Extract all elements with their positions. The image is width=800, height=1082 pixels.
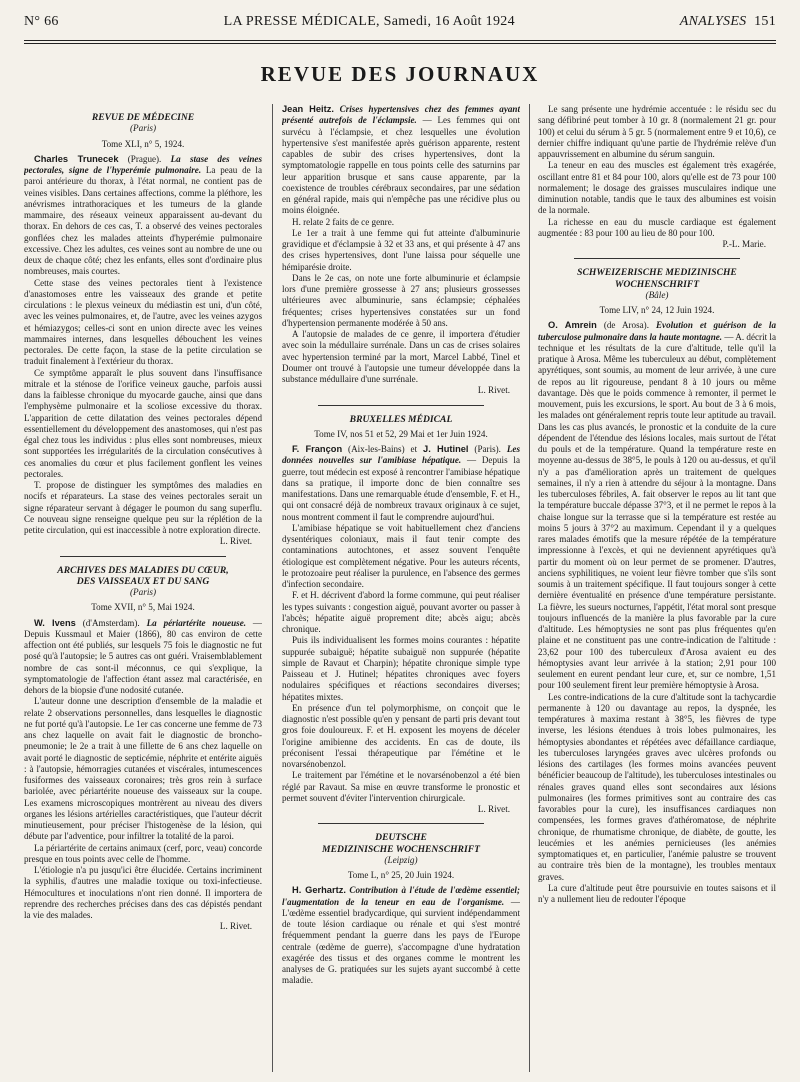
- journal-heading: DEUTSCHE: [375, 832, 427, 844]
- journal-city: (Paris): [129, 123, 157, 134]
- article-text: — Depuis Kussmaul et Maier (1866), 80 cas environ de cette affection ont été publiés, sur lesquels 75 fois le diagnostic ne fut posé qu'à l'autopsie; le 5 autres cas ont guéri. Vraisemblablement nombre de cas sont-il méconnus, ce qui s'explique, la symptomatologie de l'affection étant assez mal caractérisée, en dehors de la biopsie d'une nodosité cutanée.: [24, 617, 262, 695]
- journal-heading: DES VAISSEAUX ET DU SANG: [76, 575, 210, 587]
- article-paragraph: F. et H. décrivent d'abord la forme commune, qui peut réaliser les types suivants : congestion aiguë, pouvant avorter ou passer à l'abcès; hépatite aiguë proprement dite; abcès aigu; abcès chronique.: [282, 590, 520, 634]
- article-paragraph: H. relate 2 faits de ce genre.: [292, 216, 394, 227]
- journal-heading: BRUXELLES MÉDICAL: [349, 413, 453, 425]
- article-body: [282, 444, 520, 523]
- article-text: La peau de la paroi antérieure du thorax, à l'état normal, ne contient pas de veines visibles. Dans certaines affections, comme la pléthore, les anévrismes intrathoraciques et les tumeurs de la glande mammaire, des réseaux veineux apparaissent au-devant du thorax. En dehors de ces cas, T. a observé des veines pectorales gonflées chez les malades atteints d'hyperémie pulmonaire excessive. Chez les adultes, ces veines sont au nombre de une ou deux de chaque côté; chez les enfants, elles sont d'ordinaire plus nombreuses, mais courtes.: [24, 165, 262, 277]
- article-text: — Les femmes qui ont survécu à l'éclampsie, et chez lesquelles une évolution hypertensive s'est manifestée après guérison apparente, restent capables de subir des crises hypertensives, dont la symptomatologie rappelle en tous points celle des saturnins par leur apparition brusque et sans cause apparente, par la coexistence de troubles cérébraux secondaires, par une sédation en général rapide, mais qui n'empêche pas une récidive plus ou moins éloignée.: [282, 115, 520, 216]
- article-body: [282, 885, 520, 986]
- article-paragraph: A l'autopsie de malades de ce genre, il importera d'étudier avec soin la médullaire surrénale. Dans un cas de crises solaires avec hypertension terminé par la mort, Marcel Labbé, Tinel et Doumer ont trouvé à l'autopsie une tumeur développée dans la substance médullaire d'une surrénale.: [282, 329, 520, 384]
- journal-heading: SCHWEIZERISCHE MEDIZINISCHE: [577, 267, 737, 279]
- section-separator: [318, 405, 485, 406]
- article-author: W. Ivens: [34, 617, 76, 628]
- article-paragraph: Le 1er a trait à une femme qui fut atteinte d'albuminurie gravidique et d'éclampsie à 32 et 33 ans, et qui présente à 47 ans des crises hypertensives, dont l'une laissa pour séquelle une hémiparésie droite.: [282, 227, 520, 272]
- journal-heading: WOCHENSCHRIFT: [614, 278, 700, 290]
- article-paragraph: Cette stase des veines pectorales tient à l'existence d'anastomoses entre les vaisseaux des grande et petite circulations : le plexus veineux du médiastin est uni, d'un côté, avec les veines pulmonaires, et, de l'autre, avec les veines azygos et hémiazygos; celles-ci sont en union directe avec les veines mammaires internes, dans lesquelles débouchent les veines pectorales. De cette façon, la stase de la petite circulation se traduit finalement à l'extérieur du thorax.: [24, 277, 262, 367]
- author-place: (Paris).: [468, 444, 501, 454]
- column-1: [24, 104, 262, 1074]
- journal-heading: MEDIZINISCHE WOCHENSCHRIFT: [322, 843, 480, 855]
- issue-number: N° 66: [24, 14, 59, 29]
- section-separator: [60, 556, 227, 557]
- article-paragraph: La cure d'altitude peut être poursuivie en toutes saisons et il n'y a nullement lieu de redouter l'époque: [538, 882, 776, 904]
- column-divider: [272, 104, 273, 1072]
- article-body: [24, 154, 262, 278]
- section-and-page: [680, 14, 776, 30]
- article-signature: L. Rivet.: [219, 921, 252, 932]
- header-rule-thin: [24, 43, 776, 44]
- journal-issue: Tome L, n° 25, 20 Juin 1924.: [347, 870, 455, 880]
- author-place: (de Arosa).: [596, 320, 649, 331]
- header-rule: [24, 40, 776, 41]
- journal-issue: Tome IV, nos 51 et 52, 29 Mai et 1er Juin 1924.: [314, 428, 488, 439]
- article-body: [282, 104, 520, 217]
- article-signature: P.-L. Marie.: [722, 239, 766, 249]
- page-number: 151: [754, 14, 776, 29]
- article-title: Les données nouvelles sur l'amibiase hépatique.: [282, 444, 520, 466]
- article-paragraph: Les contre-indications de la cure d'altitude sont la tachycardie permanente à 120 ou davantage au repos, la dyspnée, les températures à maxima restant à 38°5, les fièvres de type inverse, les lésions étendues à trois lobes pulmonaires, les hémoptysies abondantes et répétées avec défaillance cardiaque, les tuberculoses laryngées graves avec ulcères profonds ou lésions des cartilages (les formes moins avancées peuvent bénéficier beaucoup de l'altitude), les tuberculoses intestinales ou rénales graves quand elles sont secondaires aux lésions pulmonaires (les formes primitives sont au contraire des cas favorables pour la cure), les insuffisances cardiaques non compensées, les formes graves d'athéromatose, de néphrite chronique, de rhumatisme chronique, de diabète, de goutte, les leucémies et les anémies pernicieuses (les anémies symptomatiques et, en particulier, l'anémie palustre se trouvent au contraire très bien de la montagne), les troubles mentaux graves.: [538, 691, 776, 882]
- article-body: [24, 618, 262, 697]
- article-author: J. Hutinel: [423, 444, 469, 454]
- article-paragraph: L'auteur donne une description d'ensemble de la maladie et relate 2 observations personnelles, dans lesquelles le diagnostic ne fut porté qu'à l'autopsie. Le 1er cas concerne une femme de 73 ans chez laquelle on avait fait le diagnostic de broncho-pneumonie; le 2e a trait à une fillette de 6 ans chez laquelle on avait porté le diagnostic de septicémie, néphrite et entérite aiguës : à l'autopsie, hémorragies cutanées et viscérales, intumescences fusiformes des vaisseaux coronaires; très gros rein à surface bariolée, avec périartérite noueuse des vaisseaux sur la coupe. Les examens microscopiques montrèrent au niveau des divers organes les lésions artérielles caractéristiques, que l'auteur décrit minutieusement, pour préciser l'histogenèse de la lésion, qui débute par l'adventice, pour infiltrer la totalité de la paroi.: [24, 696, 262, 842]
- article-paragraph: Le sang présente une hydrémie accentuée : le résidu sec du sang défibriné peut tomber à 10 gr. 8 (normalement 21 gr. pour 100) et celui du sérum à 5 gr. 5 (normalement entre 9 et 10,6), ce dernier chiffre indiquant qu'une partie de l'hydrémie relève d'un appauvrissement en albumine du sérum sanguin.: [538, 104, 776, 159]
- article-title: Crises hypertensives chez des femmes ayant présenté autrefois de l'éclampsie.: [282, 104, 520, 126]
- article-body: [538, 320, 776, 691]
- journal-heading: ARCHIVES DES MALADIES DU CŒUR,: [57, 564, 229, 576]
- article-author: F. Françon: [292, 444, 343, 454]
- article-paragraph: Le traitement par l'émétine et le novarsénobenzol a été bien réglé par Ravaut. Sa mise en œuvre transforme le pronostic et permet souvent d'éviter l'intervention chirurgicale.: [282, 770, 520, 803]
- article-title: Contribution à l'étude de l'œdème essentiel; l'augmentation de la teneur en eau de l'organisme.: [282, 885, 520, 907]
- column-divider: [529, 104, 530, 1072]
- article-paragraph: L'amibiase hépatique se voit habituellement chez d'anciens dysentériques coloniaux, mais il faut tenir compte des contaminations autochtones, et assez souvent l'enquête étiologique est complètement négative. Pour les auteurs récents, le protozoaire peut réaliser la purulence, en l'absence des germes d'infection secondaire.: [282, 522, 520, 589]
- author-place: (Prague).: [118, 153, 162, 164]
- article-title: Evolution et guérison de la tuberculose pulmonaire dans la haute montagne.: [538, 320, 776, 342]
- journal-issue: Tome XVII, n° 5, Mai 1924.: [91, 602, 195, 613]
- article-signature: L. Rivet.: [219, 536, 252, 547]
- article-signature: L. Rivet.: [477, 385, 510, 396]
- journal-title: LA PRESSE MÉDICALE, Samedi, 16 Août 1924: [223, 14, 515, 29]
- section-name: ANALYSES: [679, 14, 747, 29]
- article-paragraph: La teneur en eau des muscles est également très exagérée, oscillant entre 81 et 84 pour 100, alors qu'elle est de 73 pour 100 normalement; le dosage des graisses musculaires indique une diminution notable, tandis que le taux des albumines est voisin de la normale.: [538, 160, 776, 216]
- article-author: O. Amrein: [548, 320, 597, 331]
- journal-issue: Tome LIV, n° 24, 12 Juin 1924.: [599, 305, 715, 315]
- author-place: (d'Amsterdam).: [75, 617, 140, 628]
- article-text: — A. décrit la technique et les résultats de la cure d'altitude, telle qu'il la pratique à Arosa. Même les tuberculeux au début, complètement apyrétiques, sont soumis, au moment de leur arrivée, à une cure de repos au lit rigoureuse, pendant 8 à 10 jours ou même davantage. Dès que le poids commence à remonter, il permet le mouvement, puis les excursions, le sport. Au bout de 3 à 6 mois, les malades ont généralement repris toute leur aptitude au travail. Dans les cas plus avancés, le pronostic et la conduite de la cure dépendent de l'étendue des lésions locales, mais surtout de l'état du pouls et de la température. Quand la température reste en moyenne au-dessus de 38°5, le pouls à 120 ou au-dessus, et qu'il n'y a pas d'amélioration après un traitement de quelques semaines, il n'y a rien à attendre du séjour à la montagne. Dans les tuberculoses fébriles, A. fait observer le repos au lit tant que la température buccale dépasse 37°3, et il ne permet le repos à la chaise longue sur la terrasse que si la température est restée au moins 5 jours à 37°2 au maximum. Cependant il y a quelques rares malades émotifs que la mesure répétée de la température impressionne à l'excès, et qui ne deviennent apyrétiques qu'à partir du moment où on leur permet de se promener. D'autres, anciens syphilitiques, ne voient leur fièvre tomber que s'ils sont soumis à un traitement spécifique. Il faut toujours songer à cette dernière éventualité en présence d'une température persistante. La fièvre, les sueurs nocturnes, l'appétit, l'état moral sont presque toujours influencés de la manière la plus favorable par la cure d'altitude. Les hémoptysies ne sont pas plus fréquentes qu'en plaine et ne constituent pas une contre-indication de l'altitude : 23,62 pour 100 des tuberculeux d'Arosa avaient eu des hémoptysies avant leur arrivée à la station; 2,91 pour 100 seulement en eurent pendant leur cure, et, sur ce nombre, 1,51 pour 100 seulement firent leur première hémoptysie à Arosa.: [538, 331, 776, 691]
- section-separator: [318, 823, 485, 824]
- journal-heading: REVUE DE MÉDECINE: [91, 112, 195, 123]
- article-paragraph: T. propose de distinguer les symptômes des maladies en nocifs et réparateurs. La stase des veines pectorales serait un signe réparateur servant à dégager le poumon du sang superflu. Ce nouveau signe renseigne quelque peu sur la réplétion de la petite circulation, qui est inaccessible à notre exploration directe.: [24, 480, 262, 535]
- journal-issue: Tome XLI, n° 5, 1924.: [101, 138, 185, 149]
- article-paragraph: La périartérite de certains animaux (cerf, porc, veau) concorde presque en tous points avec celle de l'homme.: [24, 842, 262, 864]
- article-paragraph: La richesse en eau du muscle cardiaque est également augmentée : 83 pour 100 au lieu de 80 pour 100.: [538, 216, 776, 238]
- article-paragraph: Puis ils individualisent les formes moins courantes : hépatite suppurée subaiguë; hépatite subaiguë non suppurée (hépatite simple de Ravaut et Charpin); hépatite chronique simple type Paisseau et J. Hutinel; hépatites chroniques avec foyers nodulaires spécifiques et réactions secondaires diverses; hépatites mixtes.: [282, 635, 520, 702]
- section-separator: [574, 258, 741, 259]
- article-title: La périartérite noueuse.: [139, 617, 246, 628]
- journal-city: (Leipzig): [384, 854, 418, 865]
- author-place: (Aix-les-Bains) et: [342, 444, 424, 454]
- column-3: [538, 104, 776, 1074]
- article-paragraph: L'étiologie n'a pu jusqu'ici être élucidée. Certains incriminent la syphilis, d'autres une maladie toxique ou toxi-infectieuse. Hémocultures et inoculations n'ont rien donné. Il importera de reprendre des recherches précises dans des cas dépistés pendant la vie des malades.: [24, 865, 262, 920]
- article-paragraph: En présence d'un tel polymorphisme, on conçoit que le diagnostic n'est possible qu'en y pensant de parti pris devant tout gros foie douloureux. F. et H. exposent les moyens de déceler l'origine amibienne des accidents. En cas de doute, ils préconisent l'essai thérapeutique par l'émétine et le novarsénobenzol.: [282, 702, 520, 769]
- journal-city: (Paris): [129, 587, 157, 597]
- journal-city: (Bâle): [645, 289, 669, 300]
- page-header: [24, 14, 776, 40]
- article-signature: L. Rivet.: [477, 804, 510, 814]
- article-text: — Depuis la guerre, tout médecin est exposé à rencontrer l'amibiase hépatique dans sa pratique, il importe donc de bien connaître ses manifestations. Dans une remarquable étude d'ensemble, F. et H., qui ont consacré déjà de nombreux travaux originaux à ce sujet, nous montrent comment il faut le comprendre aujourd'hui.: [282, 455, 520, 522]
- section-masthead: REVUE DES JOURNAUX: [260, 62, 540, 86]
- article-text: — L'œdème essentiel bradycardique, qui survient indépendamment de toute lésion cardiaque ou rénale et qui s'est montré fréquemment pendant la guerre dans les pays de l'Europe centrale (œdème de guerre), s'accompagne d'une hydratation exagérée des tissus et des organes comme le montrent les analyses de G. pratiquées sur les sujets ayant succombé à cette maladie.: [282, 896, 520, 986]
- column-2: [282, 104, 520, 1074]
- article-title: La stase des veines pectorales, signe de l'hyperémie pulmonaire.: [24, 153, 262, 175]
- article-author: Charles Trunecek: [34, 153, 119, 164]
- article-author: H. Gerhartz.: [292, 885, 346, 896]
- article-author: Jean Heitz.: [282, 104, 334, 114]
- article-paragraph: Ce symptôme apparaît le plus souvent dans l'insuffisance mitrale et la sténose de l'orifice veineux gauche, parfois aussi dans la faiblesse chronique du myocarde gauche, ainsi que dans l'emphysème pulmonaire et la scoliose excessive du thorax. L'apparition de cette dilatation des veines pectorales dépend essentiellement du développement des anastomoses, qui n'est pas égal chez tous les individus : plus elles sont nombreuses, mieux sont supportées les irrégularités de la circulation consécutives à ces anomalies du cœur et plus facilement gonflent les veines pectorales.: [24, 367, 262, 479]
- article-paragraph: Dans le 2e cas, on note une forte albuminurie et éclampsie lors d'une première grossesse à 27 ans; plusieurs grossesses ultérieures avec albuminurie, sans éclampsie; céphalées fréquentes; crises hypertensives constatées sur un fond d'hypertension permanente modérée à 50 ans.: [282, 272, 520, 328]
